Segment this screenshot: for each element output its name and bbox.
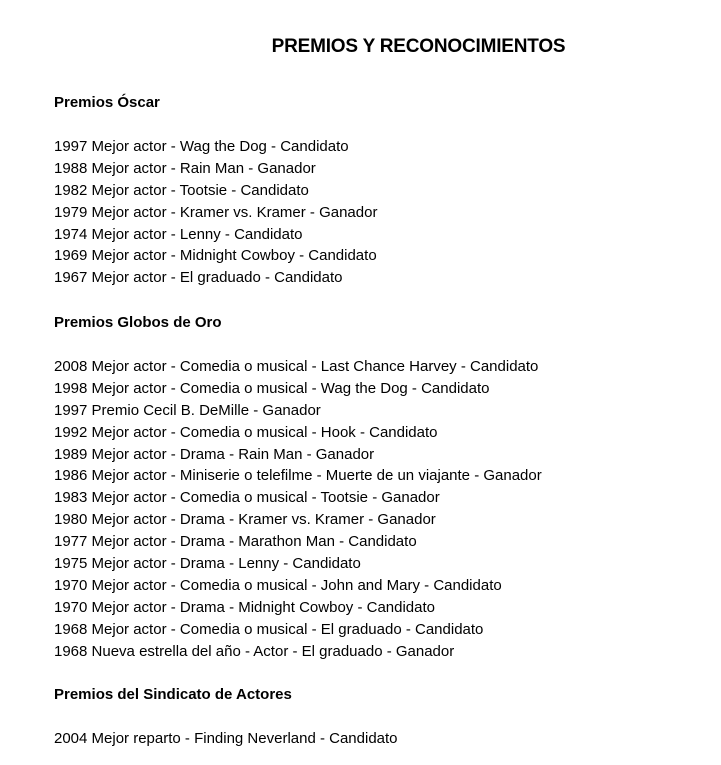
award-item: 1967 Mejor actor - El graduado - Candidato <box>54 269 343 287</box>
document-title: PREMIOS Y RECONOCIMIENTOS <box>271 35 566 57</box>
section-premios-sindicato-de-actores <box>54 684 714 750</box>
award-item: 1982 Mejor actor - Tootsie - Candidato <box>54 181 309 199</box>
section-heading: Premios del Sindicato de Actores <box>54 686 292 703</box>
award-list <box>54 728 714 750</box>
award-item: 2004 Mejor reparto - Finding Neverland - Candidato <box>54 730 398 747</box>
award-item: 1968 Mejor actor - Comedia o musical - El graduado - Candidato <box>54 620 484 638</box>
award-item: 1998 Mejor actor - Comedia o musical - Wag the Dog - Candidato <box>54 379 490 397</box>
award-item: 1968 Nueva estrella del año - Actor - El graduado - Ganador <box>54 642 455 660</box>
award-item: 1969 Mejor actor - Midnight Cowboy - Candidato <box>54 247 377 265</box>
award-item: 1992 Mejor actor - Comedia o musical - Hook - Candidato <box>54 423 438 441</box>
section-heading: Premios Óscar <box>54 94 160 111</box>
award-list <box>54 136 714 289</box>
award-item: 1983 Mejor actor - Comedia o musical - Tootsie - Ganador <box>54 489 440 507</box>
award-list <box>54 356 714 662</box>
award-item: 2008 Mejor actor - Comedia o musical - Last Chance Harvey - Candidato <box>54 358 539 375</box>
award-item: 1970 Mejor actor - Drama - Midnight Cowboy - Candidato <box>54 598 435 616</box>
award-item: 1977 Mejor actor - Drama - Marathon Man - Candidato <box>54 533 417 551</box>
award-item: 1974 Mejor actor - Lenny - Candidato <box>54 225 303 243</box>
section-premios-globos-de-oro <box>54 312 714 662</box>
award-item: 1975 Mejor actor - Drama - Lenny - Candidato <box>54 555 361 573</box>
award-item: 1979 Mejor actor - Kramer vs. Kramer - Ganador <box>54 203 378 221</box>
award-item: 1997 Mejor actor - Wag the Dog - Candidato <box>54 138 349 155</box>
award-item: 1988 Mejor actor - Rain Man - Ganador <box>54 159 316 177</box>
award-item: 1986 Mejor actor - Miniserie o telefilme - Muerte de un viajante - Ganador <box>54 467 542 485</box>
section-premios-oscar <box>54 92 714 289</box>
award-item: 1980 Mejor actor - Drama - Kramer vs. Kramer - Ganador <box>54 511 436 529</box>
award-item: 1970 Mejor actor - Comedia o musical - John and Mary - Candidato <box>54 576 502 594</box>
award-item: 1989 Mejor actor - Drama - Rain Man - Ganador <box>54 445 375 463</box>
award-item: 1997 Premio Cecil B. DeMille - Ganador <box>54 401 321 419</box>
section-heading: Premios Globos de Oro <box>54 314 222 331</box>
